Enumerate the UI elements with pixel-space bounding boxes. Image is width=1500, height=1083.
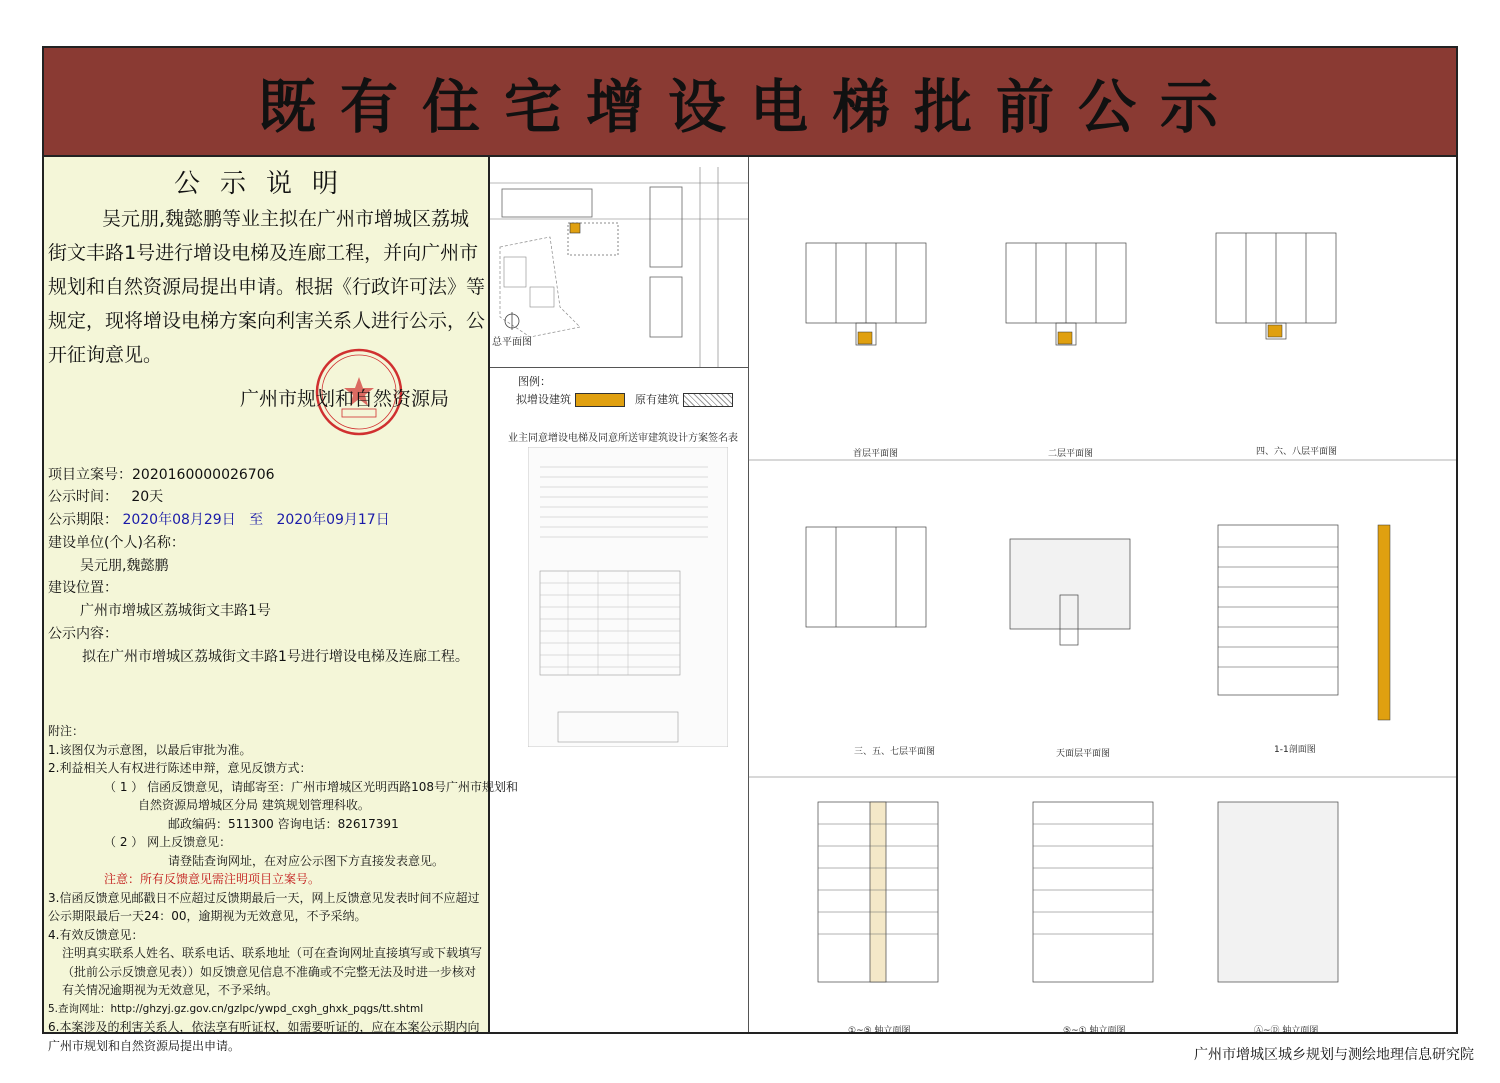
note-2a: （ 1 ） 信函反馈意见，请邮寄至：广州市增城区光明西路108号广州市规划和	[104, 779, 518, 794]
note-2b-cont: 请登陆查询网址，在对应公示图下方直接发表意见。	[168, 853, 445, 868]
unit-label: 建设单位(个人)名称：	[48, 535, 185, 551]
location-label: 建设位置：	[48, 580, 118, 596]
period-label: 公示时间：	[48, 489, 118, 505]
drawing-sheet-lines	[748, 157, 1456, 1032]
note-4: 4.有效反馈意见：	[48, 927, 144, 942]
note-2a-cont: 自然资源局增城区分局 建筑规划管理科收。	[138, 798, 370, 812]
note-1: 1.该图仅为示意图，以最后审批为准。	[48, 742, 252, 757]
note-3: 3.信函反馈意见邮戳日不应超过反馈期最后一天，网上反馈意见发表时间不应超过公示期限最后一天24：00，逾期视为无效意见，不予采纳。	[48, 890, 480, 923]
section-label: 1-1剖面图	[1274, 745, 1316, 755]
legend-existing-swatch	[683, 393, 733, 407]
note-6: 6.本案涉及的利害关系人，依法享有听证权，如需要听证的，应在本案公示期内向广州市规划和自然资源局提出申请。	[48, 1020, 480, 1053]
notice-heading: 公示说明	[173, 169, 358, 199]
notice-body: 吴元朋,魏懿鹏等业主拟在广州市增城区荔城街文丰路1号进行增设电梯及连廊工程，并向广州市规划和自然资源局提出申请。根据《行政许可法》等规定，现将增设电梯方案向利害关系人进行公示，公开征询意见。	[48, 208, 486, 366]
plan-ground-label: 首层平面图	[853, 449, 899, 459]
site-plan-label: 总平面图	[492, 337, 532, 348]
signature-table-scan	[528, 447, 728, 747]
project-id-value: 2020160000026706	[132, 467, 275, 483]
note-2c: 注意：所有反馈意见需注明项目立案号。	[104, 872, 321, 886]
agency-name: 广州市规划和自然资源局	[240, 388, 450, 410]
note-4a: 注明真实联系人姓名、联系电话、联系地址（可在查询网址直接填写或下载填写（批前公示反馈意见表））如反馈意见信息不准确或不完整无法及时进一步核对有关情况逾期视为无效意见，不予采纳。	[62, 946, 483, 997]
plan-roof-label: 天面层平面图	[1056, 749, 1111, 759]
legend-title: 图例：	[518, 375, 551, 388]
note-5-url[interactable]: 5.查询网址：http://ghzyj.gz.gov.cn/gzlpc/ywpd_cxgh_ghxk_pqgs/tt.shtml	[48, 1002, 424, 1015]
note-2: 2.利益相关人有权进行陈述申辩，意见反馈方式：	[48, 761, 312, 775]
drawing-sheet	[748, 157, 1456, 1036]
note-2a-contact: 邮政编码：511300 咨询电话：82617391	[168, 816, 399, 831]
plan-even-floors-label: 四、六、八层平面图	[1256, 447, 1338, 457]
legend-new-row	[516, 391, 733, 407]
title-banner	[44, 48, 1456, 157]
range-end: 2020年09月17日	[276, 512, 390, 528]
footer-org: 广州市增城区城乡规划与测绘地理信息研究院	[1194, 1047, 1474, 1063]
plan-second-label: 二层平面图	[1048, 449, 1094, 459]
legend-existing-label: 原有建筑	[635, 393, 679, 406]
range-label: 公示期限：	[48, 512, 118, 528]
project-id-label: 项目立案号：	[48, 467, 132, 483]
notes-section	[48, 722, 518, 1055]
note-2b: （ 2 ） 网上反馈意见：	[104, 835, 232, 849]
elevation-2-label: ⑤~① 轴立面图	[1063, 1026, 1126, 1036]
unit-value: 吴元朋,魏懿鹏	[80, 558, 169, 574]
elevation-3-label: Ⓐ~Ⓓ 轴立面图	[1254, 1026, 1319, 1036]
period-value: 20天	[131, 489, 164, 505]
legend-new-swatch	[575, 393, 625, 407]
legend-new-label: 拟增设建筑	[516, 393, 571, 406]
location-value: 广州市增城区荔城街文丰路1号	[80, 603, 271, 619]
signature-table-title: 业主同意增设电梯及同意所送审建筑设计方案签名表	[508, 433, 738, 444]
content-label: 公示内容：	[48, 626, 118, 642]
range-start: 2020年08月29日	[122, 512, 236, 528]
plan-odd-floors-label: 三、五、七层平面图	[854, 747, 936, 757]
range-to: 至	[249, 512, 264, 528]
elevation-1-label: ①~⑤ 轴立面图	[848, 1026, 911, 1036]
site-plan-column	[490, 157, 749, 1032]
notes-heading: 附注：	[48, 724, 85, 738]
page-title: 既有住宅增设电梯批前公示	[257, 72, 1242, 141]
content-value: 拟在广州市增城区荔城街文丰路1号进行增设电梯及连廊工程。	[82, 649, 469, 665]
